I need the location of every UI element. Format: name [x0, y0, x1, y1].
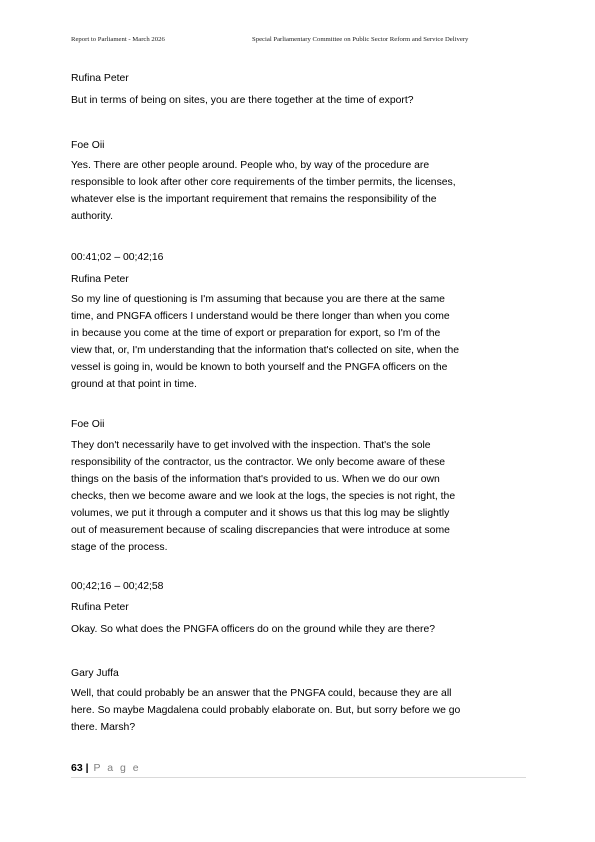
speaker-name: [71, 665, 527, 682]
text-line: out of measurement because of scaling discrepancies that were introduce at some: [71, 525, 450, 536]
speaker-name: [71, 70, 527, 87]
page-footer: [71, 762, 141, 774]
text-line: in because you come at the time of export or preparation for export, so I'm of the: [71, 328, 441, 339]
text-line: ground at that point in time.: [71, 379, 197, 390]
text-line: things on the basis of the information that's provided to us. When we do our own: [71, 474, 440, 485]
transcript-paragraph: [71, 437, 527, 556]
transcript-paragraph: [71, 621, 527, 638]
text-line: But in terms of being on sites, you are there together at the time of export?: [71, 95, 414, 106]
timestamp: [71, 249, 527, 266]
speaker-name: [71, 271, 527, 288]
text-line: here. So maybe Magdalena could probably elaborate on. But, but sorry before we go: [71, 705, 461, 716]
text-line: whatever else is the important requirement that remains the responsibility of the: [71, 194, 437, 205]
footer-divider: [71, 777, 526, 778]
text-line: responsibility of the contractor, us the contractor. We only become aware of these: [71, 457, 446, 468]
text-line: 00:41;02 – 00;42;16: [71, 252, 164, 263]
page-label: P a g e: [93, 762, 141, 774]
text-line: checks, then we become aware and we look at the logs, the species is not right, the: [71, 491, 456, 502]
transcript-paragraph: [71, 685, 527, 736]
text-line: Rufina Peter: [71, 602, 129, 613]
transcript-paragraph: [71, 92, 527, 109]
speaker-name: [71, 137, 527, 154]
text-line: volumes, we put it through a computer and it shows us that this log may be slightly: [71, 508, 450, 519]
text-line: Yes. There are other people around. People who, by way of the procedure are: [71, 160, 430, 171]
text-line: there. Marsh?: [71, 722, 136, 733]
text-line: authority.: [71, 211, 113, 222]
transcript-paragraph: [71, 157, 527, 225]
page-number: 63: [71, 762, 83, 774]
timestamp: [71, 578, 527, 595]
text-line: 00;42;16 – 00;42;58: [71, 581, 164, 592]
text-line: Okay. So what does the PNGFA officers do on the ground while they are there?: [71, 624, 436, 635]
transcript-paragraph: [71, 291, 527, 393]
text-line: Gary Juffa: [71, 668, 119, 679]
text-line: They don't necessarily have to get involved with the inspection. That's the sole: [71, 440, 431, 451]
text-line: Rufina Peter: [71, 73, 129, 84]
footer-separator: |: [85, 762, 89, 774]
header-committee-name: Special Parliamentary Committee on Public Sector Reform and Service Delivery: [252, 36, 469, 43]
text-line: time, and PNGFA officers I understand would be there longer than when you come: [71, 311, 450, 322]
text-line: Well, that could probably be an answer that the PNGFA could, because they are all: [71, 688, 452, 699]
text-line: responsible to look after other core requirements of the timber permits, the licenses,: [71, 177, 456, 188]
text-line: stage of the process.: [71, 542, 168, 553]
text-line: So my line of questioning is I'm assuming that because you are there at the same: [71, 294, 445, 305]
text-line: view that, or, I'm understanding that the information that's collected on site, when the: [71, 345, 460, 356]
speaker-name: [71, 416, 527, 433]
header-report-title: Report to Parliament - March 2026: [71, 36, 165, 43]
text-line: Rufina Peter: [71, 274, 129, 285]
speaker-name: [71, 599, 527, 616]
text-line: Foe Oii: [71, 140, 105, 151]
text-line: vessel is going in, would be known to both yourself and the PNGFA officers on the: [71, 362, 448, 373]
text-line: Foe Oii: [71, 419, 105, 430]
